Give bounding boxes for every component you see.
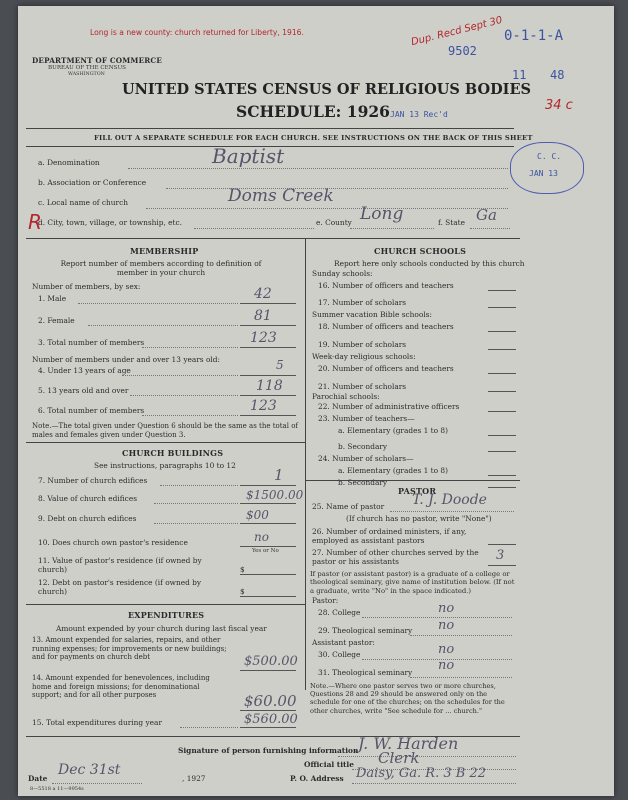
pastor-label: Pastor: xyxy=(312,596,339,605)
official-title-label: Official title xyxy=(304,760,354,769)
edifice-debt-label: 9. Debt on church edifices xyxy=(38,514,137,523)
expense-benevolence-label: 14. Amount expended for benevolences, including home and foreign missions; for denominational support; and for all other purposes xyxy=(32,674,210,700)
over-13-label: 5. 13 years old and over xyxy=(38,386,129,395)
pastor-name-label: 25. Name of pastor xyxy=(312,502,385,511)
date-label: Date xyxy=(28,774,48,783)
school-answer-line xyxy=(488,391,516,392)
membership-by-age: Number of members under and over 13 years old: xyxy=(32,355,220,364)
pastor-seminary-label: 29. Theological seminary xyxy=(318,626,413,635)
dept-line3: WASHINGTON xyxy=(68,72,105,77)
county-value: Long xyxy=(360,204,404,224)
school-answer-line xyxy=(488,307,516,308)
yes-no-hint: Yes or No xyxy=(252,548,279,554)
association-label: b. Association or Conference xyxy=(38,178,147,187)
pastor-seminary-value: no xyxy=(438,618,455,633)
school-line: 18. Number of officers and teachers xyxy=(318,322,454,331)
code-34c: 34 c xyxy=(545,98,573,113)
membership-by-sex: Number of members, by sex: xyxy=(32,282,141,291)
city-label: d. City, town, village, or township, etc. xyxy=(38,218,183,227)
address-label: P. O. Address xyxy=(290,774,344,783)
expense-total-value: $560.00 xyxy=(244,712,298,727)
school-answer-line xyxy=(488,331,516,332)
other-churches-label: 27. Number of other churches served by the pastor or his assistants xyxy=(312,548,479,566)
pastor-name-note: (If church has no pastor, write "None") xyxy=(346,514,492,523)
other-churches-value: 3 xyxy=(496,548,505,563)
total-by-age-value: 123 xyxy=(250,398,277,414)
school-answer-line xyxy=(488,435,516,436)
edifices-value: 1 xyxy=(274,466,284,484)
expense-total-label: 15. Total expenditures during year xyxy=(32,718,162,727)
residence-debt-label: 12. Debt on pastor's residence (if owned by church) xyxy=(38,578,202,596)
cc-stamp-date: JAN 13 xyxy=(529,169,558,178)
edifices-label: 7. Number of church edifices xyxy=(38,476,148,485)
code-11: 11 xyxy=(512,68,527,82)
r-mark: R xyxy=(28,210,42,234)
school-answer-line xyxy=(488,475,516,476)
school-answer-line xyxy=(488,349,516,350)
school-line: 17. Number of scholars xyxy=(318,298,407,307)
total-members-label: 3. Total number of members xyxy=(38,338,145,347)
assistant-ministers-label: 26. Number of ordained ministers, if any, employed as assistant pastors xyxy=(312,527,467,545)
pastor-note: Note.—Where one pastor serves two or more churches, Questions 28 and 29 should be answered only on the schedule for one of the churches; on the schedules for the other churches, write "See schedule for ... church." xyxy=(310,682,505,715)
school-line: a. Elementary (grades 1 to 8) xyxy=(338,466,449,475)
total-by-age-label: 6. Total number of members xyxy=(38,406,145,415)
buildings-header: CHURCH BUILDINGS xyxy=(122,448,224,458)
pastor-residence-value: no xyxy=(254,530,269,544)
membership-note: Note.—The total given under Question 6 should be the same as the total of males and females given under Question 3. xyxy=(32,422,299,439)
expense-benevolence-value: $60.00 xyxy=(244,692,297,710)
dept-line2: BUREAU OF THE CENSUS xyxy=(48,65,127,71)
school-line: b. Secondary xyxy=(338,442,388,451)
school-line: Week-day religious schools: xyxy=(312,352,416,361)
address-value: Daisy, Ga. R. 3 B 22 xyxy=(356,766,486,781)
school-answer-line xyxy=(488,487,516,488)
form-code: 0-1-1-A xyxy=(504,28,564,44)
school-answer-line xyxy=(488,373,516,374)
school-line: b. Secondary xyxy=(338,478,388,487)
local-name-value: Doms Creek xyxy=(228,186,334,206)
instructions: FILL OUT A SEPARATE SCHEDULE FOR EACH CHURCH. SEE INSTRUCTIONS ON THE BACK OF THIS SHEET xyxy=(94,134,533,142)
schools-intro: Report here only schools conducted by this church xyxy=(334,259,525,268)
buildings-sub: See instructions, paragraphs 10 to 12 xyxy=(94,461,236,470)
assistant-college-label: 30. College xyxy=(318,650,361,659)
school-line: 23. Number of teachers— xyxy=(318,414,415,423)
total-members-value: 123 xyxy=(250,330,277,346)
female-label: 2. Female xyxy=(38,316,75,325)
residence-value-value: $ xyxy=(240,565,245,574)
census-form xyxy=(18,6,614,796)
schedule-title: SCHEDULE: 1926 xyxy=(236,102,390,121)
assistant-pastor-label: Assistant pastor: xyxy=(312,638,375,647)
form-title: UNITED STATES CENSUS OF RELIGIOUS BODIES xyxy=(122,81,531,98)
male-label: 1. Male xyxy=(38,294,67,303)
under-13-value: 5 xyxy=(276,358,284,372)
date-value: Dec 31st xyxy=(58,762,121,778)
signature-label: Signature of person furnishing information xyxy=(178,746,359,755)
official-title-value: Clerk xyxy=(378,749,420,767)
school-line: 19. Number of scholars xyxy=(318,340,407,349)
form-number-footer: 8—5518 a 11—9954s xyxy=(30,786,84,792)
edifice-value-value: $1500.00 xyxy=(246,488,304,502)
top-note: Long is a new county: church returned for Liberty, 1916. xyxy=(90,28,304,37)
membership-header: MEMBERSHIP xyxy=(130,246,199,256)
over-13-value: 118 xyxy=(256,378,283,394)
county-label: e. County xyxy=(316,218,352,227)
school-answer-line xyxy=(488,290,516,291)
cc-stamp xyxy=(510,142,584,194)
form-number: 9502 xyxy=(448,44,477,58)
school-line: 21. Number of scholars xyxy=(318,382,407,391)
signature-value: J. W. Harden xyxy=(358,734,459,753)
membership-intro: Report number of members according to definition of member in your church xyxy=(60,259,262,277)
denomination-label: a. Denomination xyxy=(38,158,100,167)
expenditures-header: EXPENDITURES xyxy=(128,610,205,620)
female-value: 81 xyxy=(254,308,272,324)
cc-stamp-label: C. C. xyxy=(537,152,562,161)
under-13-label: 4. Under 13 years of age xyxy=(38,366,131,375)
residence-debt-value: $ xyxy=(240,587,245,596)
pastor-college-label: 28. College xyxy=(318,608,361,617)
dept-line1: DEPARTMENT OF COMMERCE xyxy=(32,56,163,65)
expenditures-intro: Amount expended by your church during last fiscal year xyxy=(56,624,267,633)
pastor-residence-label: 10. Does church own pastor's residence xyxy=(38,538,188,547)
expense-running-value: $500.00 xyxy=(244,654,298,669)
school-line: 24. Number of scholars— xyxy=(318,454,414,463)
school-answer-line xyxy=(488,451,516,452)
school-line: 20. Number of officers and teachers xyxy=(318,364,454,373)
pastor-header: PASTOR xyxy=(398,486,437,496)
local-name-label: c. Local name of church xyxy=(38,198,128,207)
pastor-name-value: T. J. Doode xyxy=(412,492,487,508)
school-line: Summer vacation Bible schools: xyxy=(312,310,432,319)
dup-received-note: Dup. Recd Sept 30 xyxy=(410,14,504,49)
assistant-seminary-label: 31. Theological seminary xyxy=(318,668,413,677)
edifice-debt-value: $00 xyxy=(246,508,269,522)
state-label: f. State xyxy=(438,218,465,227)
school-line: Parochial schools: xyxy=(312,392,380,401)
school-line: 16. Number of officers and teachers xyxy=(318,281,454,290)
edifice-value-label: 8. Value of church edifices xyxy=(38,494,137,503)
date-year: , 1927 xyxy=(182,774,206,783)
school-line: a. Elementary (grades 1 to 8) xyxy=(338,426,449,435)
school-line: 22. Number of administrative officers xyxy=(318,402,460,411)
school-answer-line xyxy=(488,411,516,412)
assistant-college-value: no xyxy=(438,642,455,657)
residence-value-label: 11. Value of pastor's residence (if owned by church) xyxy=(38,556,202,574)
code-48: 48 xyxy=(550,68,565,82)
pastor-college-value: no xyxy=(438,601,455,616)
received-stamp: JAN 13 Rec'd xyxy=(390,110,448,119)
assistant-seminary-value: no xyxy=(438,658,455,673)
graduate-note: If pastor (or assistant pastor) is a graduate of a college or theological seminary, give name of institution below. (If not a graduate, write "No" in the space indicated.) xyxy=(310,570,515,595)
state-value: Ga xyxy=(476,206,497,224)
expense-running-label: 13. Amount expended for salaries, repairs, and other running expenses; for improvements or new buildings; and for payments on church debt xyxy=(32,636,227,662)
male-value: 42 xyxy=(254,286,272,302)
schools-header: CHURCH SCHOOLS xyxy=(374,246,467,256)
school-line: Sunday schools: xyxy=(312,269,373,278)
denomination-value: Baptist xyxy=(212,144,285,168)
